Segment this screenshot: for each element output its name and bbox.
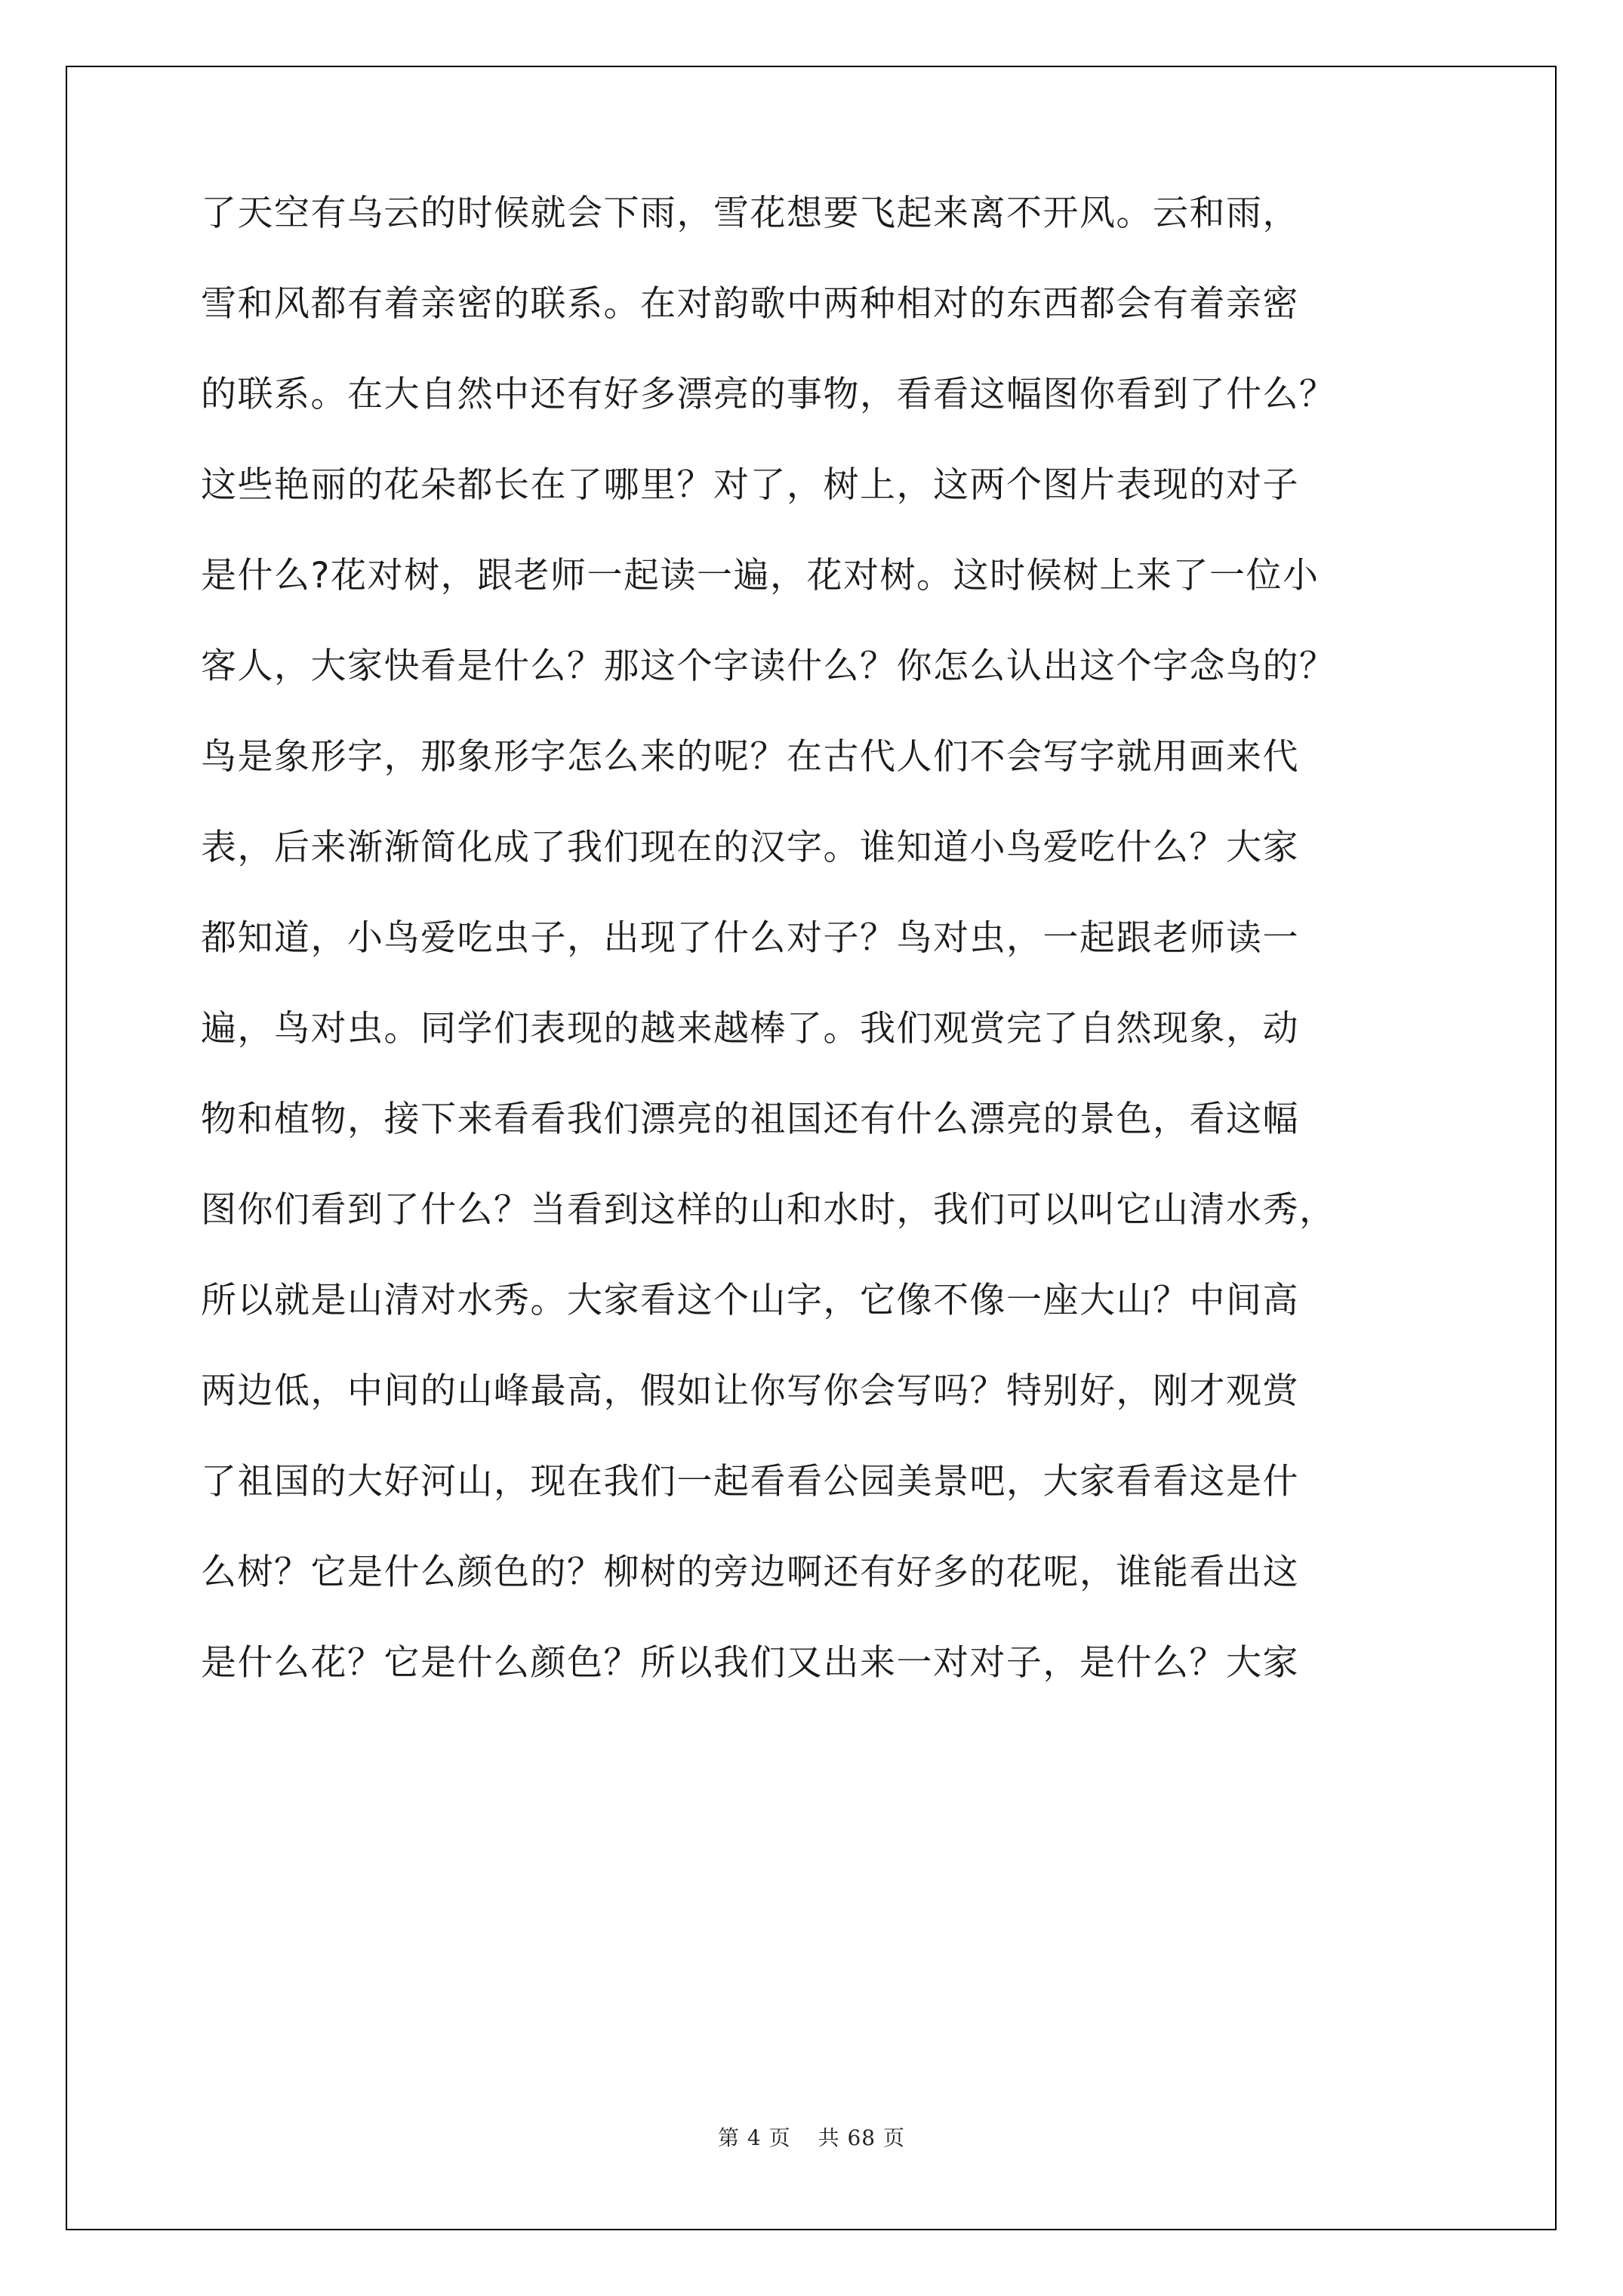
text-line: 了祖国的大好河山，现在我们一起看看公园美景吧，大家看看这是什 xyxy=(201,1461,1299,1502)
text-line: 是什么?花对树，跟老师一起读一遍，花对树。这时候树上来了一位小 xyxy=(201,555,1320,596)
text-line: 遍，鸟对虫。同学们表现的越来越棒了。我们观赏完了自然现象，动 xyxy=(201,1008,1299,1049)
text-line: 客人，大家快看是什么？那这个字读什么？你怎么认出这个字念鸟的？ xyxy=(201,646,1336,687)
text-line: 么树？它是什么颜色的？柳树的旁边啊还有好多的花呢，谁能看出这 xyxy=(201,1552,1299,1593)
page-total: 共 68 页 xyxy=(818,2125,906,2150)
text-line: 图你们看到了什么？当看到这样的山和水时，我们可以叫它山清水秀， xyxy=(201,1189,1336,1231)
text-line: 鸟是象形字，那象形字怎么来的呢？在古代人们不会写字就用画来代 xyxy=(201,736,1299,778)
text-line: 了天空有乌云的时候就会下雨，雪花想要飞起来离不开风。云和雨， xyxy=(201,193,1299,234)
text-line: 这些艳丽的花朵都长在了哪里？对了，树上，这两个图片表现的对子 xyxy=(201,464,1299,506)
text-line: 表，后来渐渐简化成了我们现在的汉字。谁知道小鸟爱吃什么？大家 xyxy=(201,827,1299,868)
text-line: 雪和风都有着亲密的联系。在对韵歌中两种相对的东西都会有着亲密 xyxy=(201,283,1299,325)
page-number: 第 4 页 xyxy=(717,2125,791,2150)
text-line: 两边低，中间的山峰最高，假如让你写你会写吗？特别好，刚才观赏 xyxy=(201,1370,1299,1412)
document-body xyxy=(201,168,1431,1709)
text-line: 都知道，小鸟爱吃虫子，出现了什么对子？鸟对虫，一起跟老师读一 xyxy=(201,917,1299,959)
text-line: 的联系。在大自然中还有好多漂亮的事物，看看这幅图你看到了什么？ xyxy=(201,374,1336,415)
page-footer xyxy=(0,2122,1623,2152)
text-line: 是什么花？它是什么颜色？所以我们又出来一对对子，是什么？大家 xyxy=(201,1642,1299,1684)
text-line: 所以就是山清对水秀。大家看这个山字，它像不像一座大山？中间高 xyxy=(201,1280,1299,1321)
text-line: 物和植物，接下来看看我们漂亮的祖国还有什么漂亮的景色，看这幅 xyxy=(201,1099,1299,1140)
